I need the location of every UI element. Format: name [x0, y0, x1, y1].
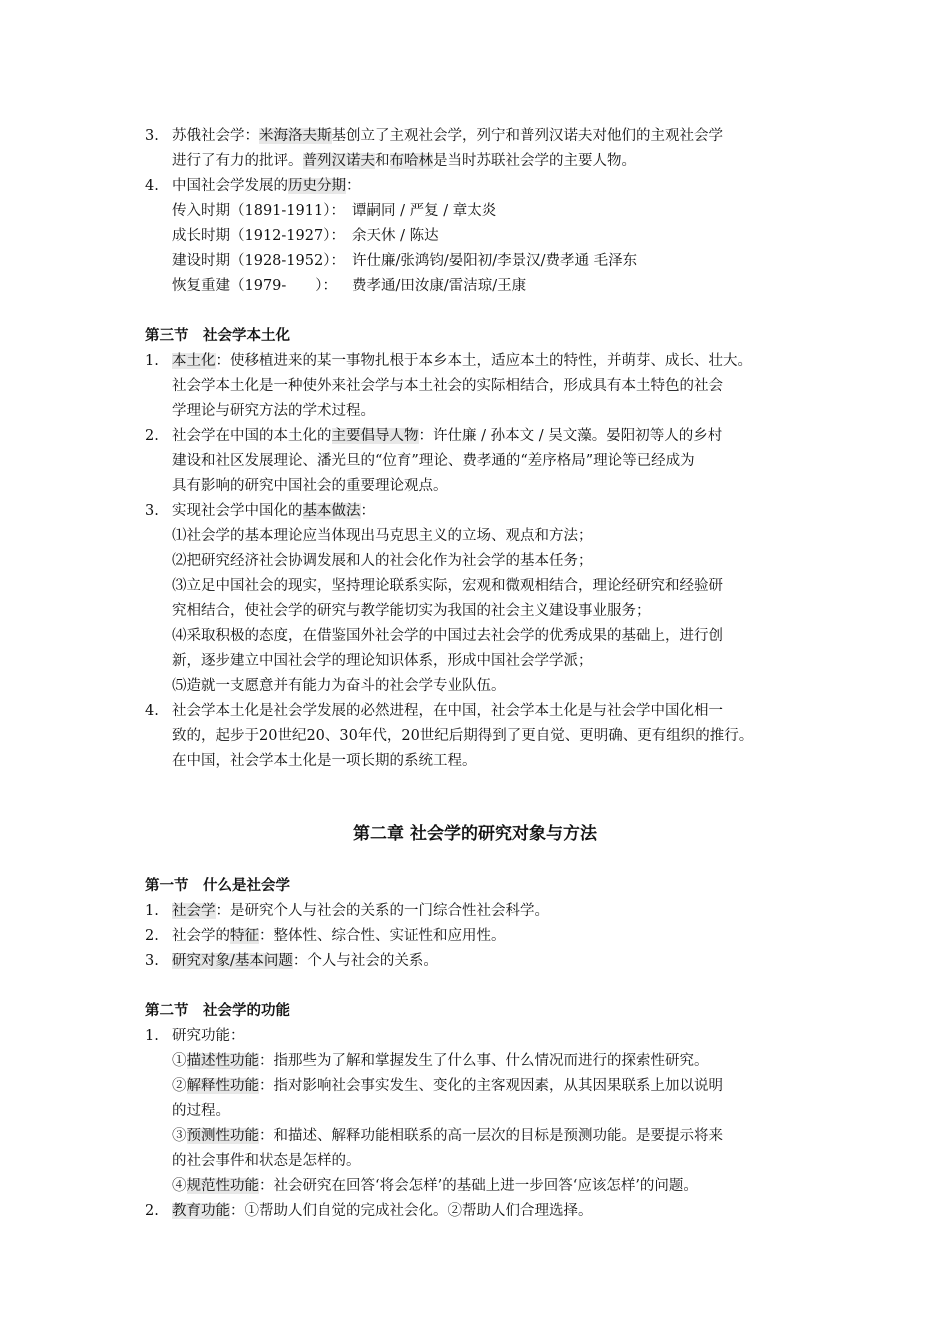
highlight: 规范性功能 [186, 1178, 259, 1194]
highlight: 教育功能 [172, 1203, 230, 1219]
highlight: 描述性功能 [186, 1053, 259, 1069]
section-title: 第三节 社会学本土化 [145, 327, 290, 344]
highlight: 普列汉诺夫 [302, 153, 375, 169]
highlight: 研究对象/基本问题 [172, 953, 293, 969]
highlight: 主要倡导人物 [331, 428, 419, 444]
document-page: 3. 苏俄社会学：米海洛夫斯基创立了主观社会学，列宁和普列汉诺夫对他们的主观社会学 进行了有力的批评。普列汉诺夫和布哈林是当时苏联社会学的主要人物。 4. 中国社会学发展的历史分期： 传入时期（1891-1911）： 谭嗣同 / 严复 / 章太炎 成长时期（1912-1927）： 余天休 / 陈达 建设时期（1928-1952）： 许仕廉/张鸿钧/晏阳初/李景汉/费孝通 毛泽东 恢复重建（1979- ）： 费孝通/田汝康/雷洁琼/王康 第三节 社会学本土化 1. 本土化：使移植进来的某一事物扎根于本乡本土，适应本土的特性，并萌芽、成长、壮大。 社会学本土化是一种使外来社会学与本土社会的实际相结合，形成具有本土特色的社会 学理论与研究方法的学术过程。 2. 社会学在中国的本土化的主要倡导人物：许仕廉 / 孙本文 / 吴文藻。晏阳初等人的乡村 建设和社区发展理论、潘光旦的“位育”理论、费孝通的“差序格局”理论等已经成为 具有影响的研究中国社会的重要理论观点。 3. 实现社会学中国化的基本做法： ⑴社会学的基本理论应当体现出马克思主义的立场、观点和方法； ⑵把研究经济社会协调发展和人的社会化作为社会学的基本任务； ⑶立足中国社会的现实，坚持理论联系实际，宏观和微观相结合，理论经研究和经验研 究相结合，使社会学的研究与教学能切实为我国的社会主义建设事业服务； ⑷采取积极的态度，在借鉴国外社会学的中国过去社会学的优秀成果的基础上，进行创 新，逐步建立中国社会学的理论知识体系，形成中国社会学学派； ⑸造就一支愿意并有能力为奋斗的社会学专业队伍。 4. 社会学本土化是社会学发展的必然进程，在中国，社会学本土化是与社会学中国化相一 致的，起步于20世纪20、30年代，20世纪后期得到了更自觉、更明确、更有组织的推行。 在中国，社会学本土化是一项长期的系统工程。 第二章 社会学的研究对象与方法 第一节 什么是社会学 1. 社会学：是研究个人与社会的关系的一门综合性社会科学。 2. 社会学的特征：整体性、综合性、实证性和应用性。 3. 研究对象/基本问题：个人与社会的关系。 第二节 社会学的功能 1. 研究功能： ①描述性功能：指那些为了解和掌握发生了什么事、什么情况而进行的探索性研究。 ②解释性功能：指对影响社会事实发生、变化的主客观因素，从其因果联系上加以说明 的过程。 ③预测性功能：和描述、解释功能相联系的高一层次的目标是预测功能。是要提示将来 的社会事件和状态是怎样的。 ④规范性功能：社会研究在回答‘将会怎样’的基础上进一步回答‘应该怎样’的问题。 2. 教育功能：①帮助人们自觉的完成社会化。②帮助人们合理选择。 [0, 0, 950, 1344]
highlight: 基本做法 [302, 503, 361, 519]
highlight: 本土化 [172, 353, 216, 369]
highlight: 历史分期 [288, 178, 346, 194]
highlight: 社会学 [172, 903, 216, 919]
highlight: 特征 [230, 928, 259, 944]
section-title: 第二节 社会学的功能 [145, 1002, 290, 1019]
highlight: 米海洛夫斯 [259, 128, 332, 144]
highlight: 预测性功能 [186, 1128, 259, 1144]
section-title: 第一节 什么是社会学 [145, 877, 290, 894]
chapter-title: 第二章 社会学的研究对象与方法 [353, 824, 597, 844]
highlight: 解释性功能 [186, 1078, 259, 1094]
highlight: 布哈林 [389, 153, 433, 169]
